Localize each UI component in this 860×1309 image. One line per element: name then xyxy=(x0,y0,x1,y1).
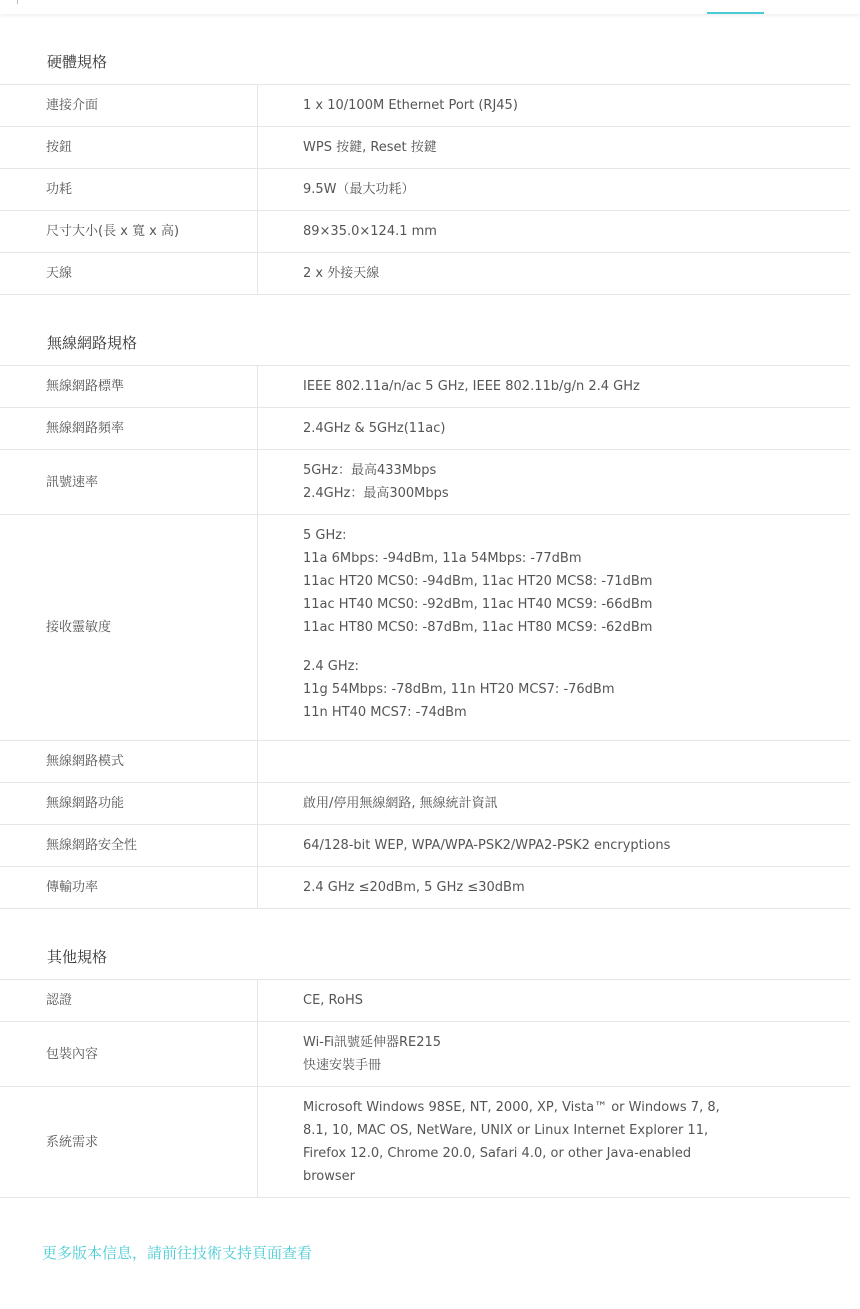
section-title-wireless: 無線網路規格 xyxy=(47,334,138,352)
spec-row xyxy=(0,450,850,515)
spec-value-line: 64/128-bit WEP, WPA/WPA-PSK2/WPA2-PSK2 encryptions xyxy=(303,838,671,853)
spec-value xyxy=(258,825,850,866)
spec-row xyxy=(0,741,850,783)
spec-value-line: Firefox 12.0, Chrome 20.0, Safari 4.0, or other Java-enabled xyxy=(303,1146,692,1161)
spec-value xyxy=(258,169,850,210)
spec-value-line: CE, RoHS xyxy=(303,993,363,1008)
spec-value-line: 啟用/停用無線網路, 無線統計資訊 xyxy=(303,796,498,811)
spec-value-line: 89×35.0×124.1 mm xyxy=(303,224,437,239)
spec-value xyxy=(258,783,850,824)
spec-value-line: 9.5W（最大功耗） xyxy=(303,182,415,197)
spec-value-line: IEEE 802.11a/n/ac 5 GHz, IEEE 802.11b/g/n 2.4 GHz xyxy=(303,379,640,394)
spec-label: 包裝內容 xyxy=(0,1022,258,1086)
spec-label: 功耗 xyxy=(0,169,258,210)
spec-label: 無線網路功能 xyxy=(0,783,258,824)
spec-label: 無線網路標準 xyxy=(0,366,258,407)
spec-row xyxy=(0,85,850,127)
spec-value-line: 8.1, 10, MAC OS, NetWare, UNIX or Linux Internet Explorer 11, xyxy=(303,1123,709,1138)
spec-label: 天線 xyxy=(0,253,258,294)
spec-value xyxy=(258,366,850,407)
spec-value xyxy=(258,867,850,908)
wireless-spec-table xyxy=(0,365,850,909)
spec-row xyxy=(0,867,850,909)
other-spec-table xyxy=(0,979,850,1198)
spec-value xyxy=(258,980,850,1021)
spec-label: 無線網路頻率 xyxy=(0,408,258,449)
top-nav-bar xyxy=(0,0,860,14)
spec-label: 連接介面 xyxy=(0,85,258,126)
spec-value-line: 11g 54Mbps: -78dBm, 11n HT20 MCS7: -76dBm xyxy=(303,682,615,697)
spec-value xyxy=(258,253,850,294)
spec-label: 尺寸大小(長 x 寬 x 高) xyxy=(0,211,258,252)
spec-row xyxy=(0,1022,850,1087)
spec-label: 接收靈敏度 xyxy=(0,515,258,740)
spec-row xyxy=(0,783,850,825)
spec-label: 無線網路安全性 xyxy=(0,825,258,866)
spec-value-line: 5 GHz: xyxy=(303,528,347,543)
spec-value-line: 11ac HT20 MCS0: -94dBm, 11ac HT20 MCS8: -71dBm xyxy=(303,574,653,589)
spec-label: 無線網路模式 xyxy=(0,741,258,782)
spec-value xyxy=(258,1022,850,1086)
spec-value xyxy=(258,1087,850,1197)
spec-label: 訊號速率 xyxy=(0,450,258,514)
spec-row xyxy=(0,515,850,741)
spec-value-line: 11n HT40 MCS7: -74dBm xyxy=(303,705,467,720)
spec-value-line: 2.4 GHz: xyxy=(303,659,359,674)
spec-value-line: 快速安裝手冊 xyxy=(303,1058,382,1073)
spec-row xyxy=(0,127,850,169)
spec-value xyxy=(258,211,850,252)
spacer xyxy=(303,639,850,655)
spec-value-line: Microsoft Windows 98SE, NT, 2000, XP, Vista™ or Windows 7, 8, xyxy=(303,1100,720,1115)
spec-value-line: 2 x 外接天線 xyxy=(303,266,380,281)
spec-label: 系統需求 xyxy=(0,1087,258,1197)
nav-divider xyxy=(17,0,18,4)
spec-row xyxy=(0,211,850,253)
more-versions-link[interactable]: 更多版本信息，請前往技術支持頁面查看 xyxy=(42,1244,313,1262)
spec-row xyxy=(0,825,850,867)
spec-value-line: WPS 按鍵, Reset 按鍵 xyxy=(303,140,437,155)
spec-value-line: Wi-Fi訊號延伸器RE215 xyxy=(303,1035,442,1050)
spec-row xyxy=(0,253,850,295)
section-title-other: 其他規格 xyxy=(47,948,108,966)
spec-value-line: 2.4GHz & 5GHz(11ac) xyxy=(303,421,446,436)
spec-value xyxy=(258,85,850,126)
spec-value xyxy=(258,408,850,449)
section-title-hardware: 硬體規格 xyxy=(47,53,108,71)
spec-value-line: 11a 6Mbps: -94dBm, 11a 54Mbps: -77dBm xyxy=(303,551,582,566)
spec-value xyxy=(258,127,850,168)
spec-row xyxy=(0,980,850,1022)
spec-label: 認證 xyxy=(0,980,258,1021)
spec-value xyxy=(258,515,850,740)
spec-value-line: 2.4GHz：最高300Mbps xyxy=(303,486,449,501)
active-tab-indicator xyxy=(707,12,764,14)
spec-label: 按鈕 xyxy=(0,127,258,168)
spec-value-line: 5GHz：最高433Mbps xyxy=(303,463,437,478)
spec-value xyxy=(258,450,850,514)
spec-value-line: browser xyxy=(303,1169,356,1184)
spec-value-line: 2.4 GHz ≤20dBm, 5 GHz ≤30dBm xyxy=(303,880,525,895)
spec-row xyxy=(0,169,850,211)
spec-value-line: 11ac HT40 MCS0: -92dBm, 11ac HT40 MCS9: -66dBm xyxy=(303,597,653,612)
spec-label: 傳輸功率 xyxy=(0,867,258,908)
spec-value-line: 1 x 10/100M Ethernet Port (RJ45) xyxy=(303,98,518,113)
spec-row xyxy=(0,366,850,408)
spec-value-line: 11ac HT80 MCS0: -87dBm, 11ac HT80 MCS9: -62dBm xyxy=(303,620,653,635)
hardware-spec-table xyxy=(0,84,850,295)
spec-row xyxy=(0,1087,850,1198)
spec-row xyxy=(0,408,850,450)
spec-value xyxy=(258,741,850,782)
